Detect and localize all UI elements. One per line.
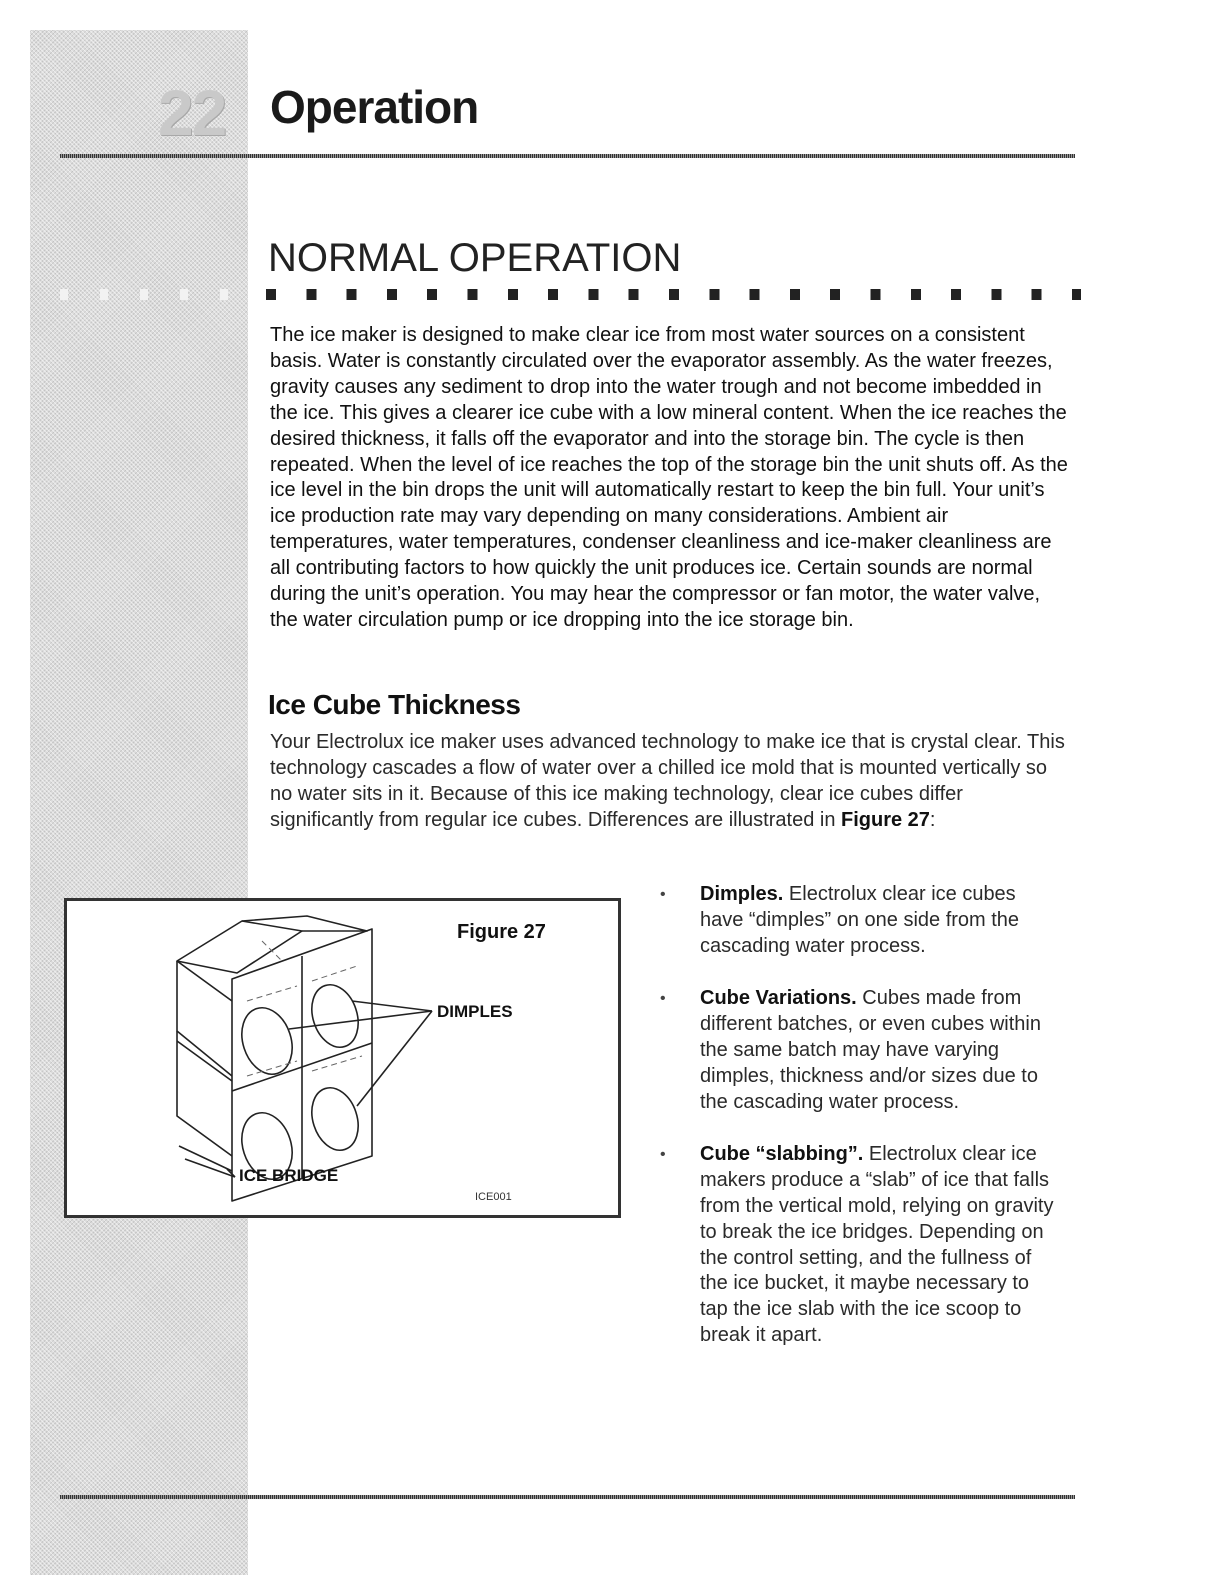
figure-27: [64, 898, 621, 1218]
bullet-text: Electrolux clear ice makers produce a “slab” of ice that falls from the vertical mold, relying on gravity to break the ice bridges. Depending on the control setting, and the fullness of the ice bucket, it maybe necessary to tap the ice slab with the ice scoop to break it apart.: [700, 1143, 1054, 1346]
thickness-paragraph: [270, 730, 1070, 834]
ice-cube-illustration: [67, 901, 618, 1215]
list-item: [656, 882, 1056, 959]
bullet-term: Cube Variations.: [700, 987, 857, 1010]
footer-rule: [60, 1495, 1075, 1499]
figure-caption: Figure 27: [457, 921, 546, 943]
intro-paragraph: The ice maker is designed to make clear ice from most water sources on a consistent basis. Water is constantly circulated over the evaporator assembly. As the water freezes, gravity causes any sediment to drop into the water trough and not become imbedded in the ice. This gives a clearer ice cube with a low mineral content. When the ice reaches the desired thickness, it falls off the evaporator and into the storage bin. The cycle is then repeated. When the level of ice reaches the top of the storage bin the unit shuts off. As the ice level in the bin drops the unit will automatically restart to keep the bin full. Your unit’s ice production rate may vary depending on many considerations. Ambient air temperatures, water temperatures, condenser cleanliness and ice-maker cleanliness are all contributing factors to how quickly the unit produces ice. Certain sounds are normal during the unit’s operation. You may hear the compressor or fan motor, the water valve, the water circulation pump or ice dropping into the ice storage bin.: [270, 324, 1068, 631]
thickness-body: Your Electrolux ice maker uses advanced technology to make ice that is crystal clear. This technology cascades a flow of water over a chilled ice mold that is mounted vertically so no water sits in it. Because of this ice making technology, clear ice cubes differ significantly from regular ice cubes. Differences are illustrated in: [270, 731, 1065, 831]
label-ice-bridge: ICE BRIDGE: [239, 1166, 339, 1185]
bullet-term: Dimples.: [700, 883, 784, 905]
bullet-list: [656, 882, 1056, 1376]
sidebar-dot-divider: [60, 289, 248, 300]
page-title: Operation: [270, 81, 479, 133]
figure-code: ICE001: [475, 1191, 512, 1203]
label-dimples: DIMPLES: [437, 1002, 513, 1021]
list-item: [656, 986, 1056, 1115]
thickness-body-end: :: [929, 808, 936, 831]
list-item: [656, 1142, 1056, 1348]
figure-reference: Figure 27: [841, 808, 930, 831]
bullet-text: Electrolux clear ice cubes have “dimples” on one side from the cascading water process.: [700, 883, 1020, 957]
sidebar-texture: [30, 30, 248, 1575]
bullet-term: Cube “slabbing”.: [700, 1143, 864, 1166]
dot-divider: [266, 289, 1081, 300]
subheading-ice-cube-thickness: Ice Cube Thickness: [268, 689, 521, 720]
section-heading: NORMAL OPERATION: [268, 236, 682, 280]
bullet-text: Cubes made from different batches, or even cubes within the same batch may have varying dimples, thickness and/or sizes due to the cascading water process.: [700, 987, 1041, 1113]
header-rule: [60, 154, 1075, 158]
page-number: 22: [158, 77, 226, 149]
